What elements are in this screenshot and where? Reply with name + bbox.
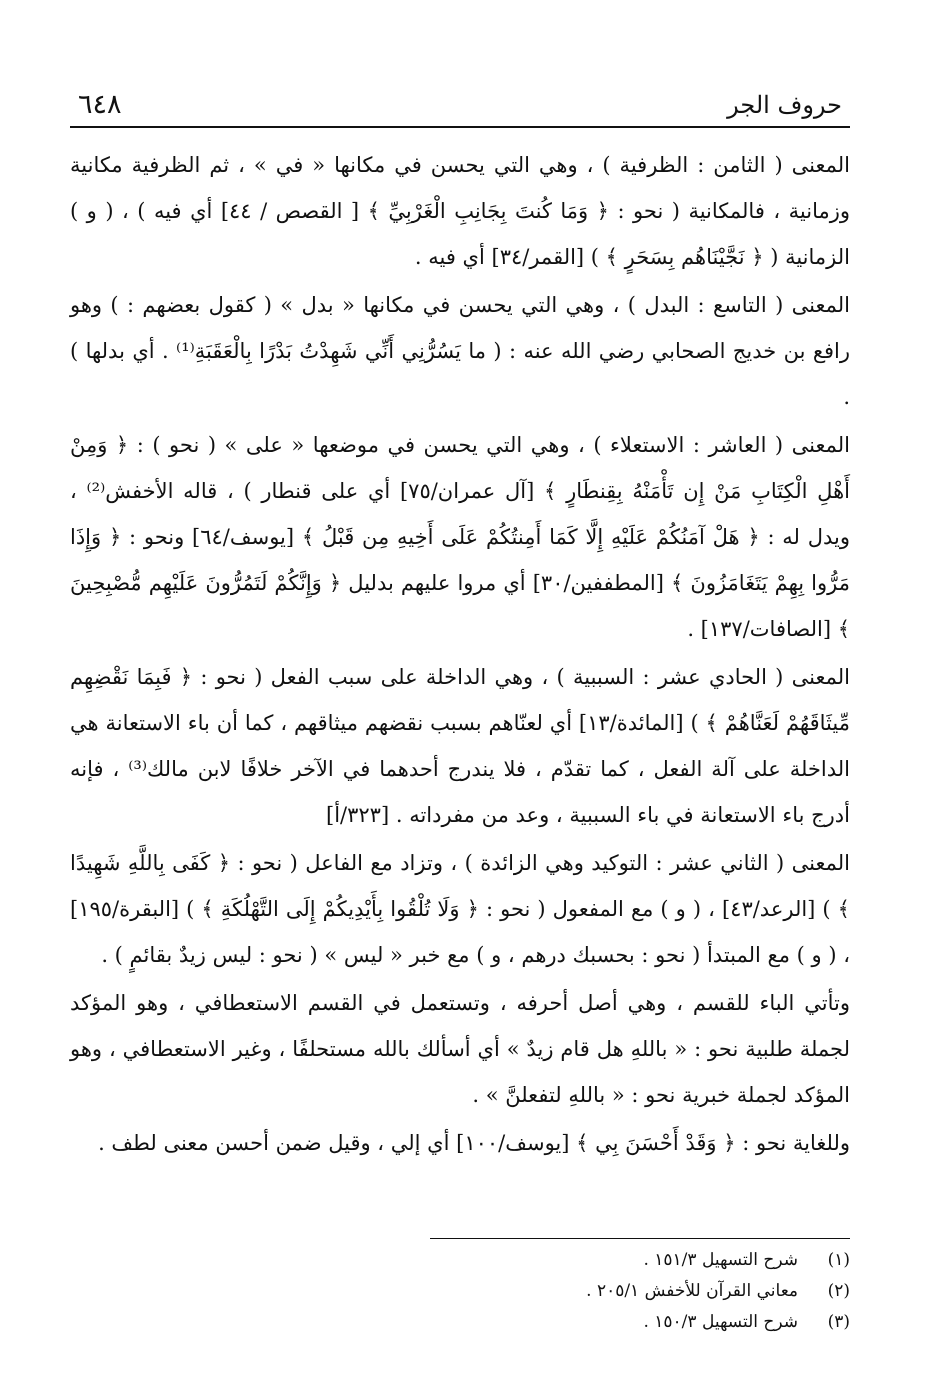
footnote-number: (١) bbox=[827, 1250, 850, 1270]
footnote-text: شرح التسهيل ١٥١/٣ . bbox=[643, 1250, 798, 1270]
paragraph-purpose: وللغاية نحو : ﴿ وَقَدْ أَحْسَنَ بِي ﴾ [يوسف/١٠٠] أي إلي ، وقيل ضمن أحسن معنى لطف . bbox=[98, 1131, 850, 1155]
paragraph-twelfth-meaning: المعنى ( الثاني عشر : التوكيد وهي الزائدة ) ، وتزاد مع الفاعل ( نحو : ﴿ كَفَى بِاللَّهِ شَهِيدًا ﴾ ) [الرعد/٤٣] ، ( و ) مع المفعول ( نحو : ﴿ وَلَا تُلْقُوا بِأَيْدِيكُمْ إِلَى التَّهْلُكَةِ ﴾ ) [البقرة/١٩٥] ، ( و ) مع المبتدأ ( نحو : بحسبك درهم ، و ) مع خبر « ليس » ( نحو : ليس زيدٌ بقائمٍ ) . bbox=[70, 851, 850, 967]
paragraph-ninth-meaning: المعنى ( التاسع : البدل ) ، وهي التي يحسن في مكانها « بدل » ( كقول بعضهم : ) وهو رافع بن خديج الصحابي رضي الله عنه : ( ما يَسُرُّنِي أَنِّي شَهِدْتُ بَدْرًا بِالْعَقَبَةِ⁽¹⁾ . أي بدلها ) . bbox=[70, 293, 851, 409]
footnotes bbox=[70, 1238, 850, 1338]
paragraph-oath: وتأتي الباء للقسم ، وهي أصل أحرفه ، وتستعمل في القسم الاستعطافي ، وهو المؤكد لجملة طلبية نحو : « باللهِ هل قام زيدٌ » أي أسألك بالله مستحلفًا ، وغير الاستعطافي ، وهو المؤكد لجملة خبرية نحو : « باللهِ لتفعلنَّ » . bbox=[70, 991, 850, 1107]
chapter-title: حروف الجر bbox=[727, 91, 842, 119]
footnote-text: شرح التسهيل ١٥٠/٣ . bbox=[643, 1312, 798, 1332]
paragraph-tenth-meaning: المعنى ( العاشر : الاستعلاء ) ، وهي التي يحسن في موضعها « على » ( نحو ) : ﴿ وَمِنْ أَهْلِ الْكِتَابِ مَنْ إِن تَأْمَنْهُ بِقِنطَارٍ ﴾ [آل عمران/٧٥] أي على قنطار ) ، قاله الأخفش⁽²⁾ ، ويدل له : ﴿ هَلْ آمَنُكُمْ عَلَيْهِ إِلَّا كَمَا أَمِنتُكُمْ عَلَى أَخِيهِ مِن قَبْلُ ﴾ [يوسف/٦٤] ونحو : ﴿ وَإِذَا مَرُّوا بِهِمْ يَتَغَامَزُونَ ﴾ [المطففين/٣٠] أي مروا عليهم بدليل ﴿ وَإِنَّكُمْ لَتَمُرُّونَ عَلَيْهِم مُّصْبِحِينَ ﴾ [الصافات/١٣٧] . bbox=[70, 433, 850, 641]
page bbox=[70, 88, 850, 1166]
footnote-number: (٣) bbox=[827, 1312, 850, 1332]
main-text bbox=[70, 142, 850, 1166]
paragraph-eleventh-meaning: المعنى ( الحادي عشر : السببية ) ، وهي الداخلة على سبب الفعل ( نحو : ﴿ فَبِمَا نَقْضِهِم مِّيثَاقَهُمْ لَعَنَّاهُمْ ﴾ ) [المائدة/١٣] أي لعنّاهم بسبب نقضهم ميثاقهم ، كما أن باء الاستعانة هي الداخلة على آلة الفعل ، كما تقدّم ، فلا يندرج أحدهما في الآخر خلافًا لابن مالك⁽³⁾ ، فإنه أدرج باء الاستعانة في باء السببية ، وعد من مفرداته . [٣٢٣/أ] bbox=[70, 665, 850, 827]
footnote bbox=[70, 1307, 850, 1338]
footnote bbox=[70, 1245, 850, 1276]
footnote-divider bbox=[430, 1238, 850, 1239]
footnote bbox=[70, 1276, 850, 1307]
paragraph-eighth-meaning: المعنى ( الثامن : الظرفية ) ، وهي التي يحسن في مكانها « في » ، ثم الظرفية مكانية وزمانية ، فالمكانية ( نحو : ﴿ وَمَا كُنتَ بِجَانِبِ الْغَرْبِيِّ ﴾ [ القصص / ٤٤] أي فيه ) ، ( و ) الزمانية ( ﴿ نَجَّيْنَاهُم بِسَحَرٍ ﴾ ) [القمر/٣٤] أي فيه . bbox=[70, 153, 850, 269]
page-number: ٦٤٨ bbox=[78, 89, 122, 120]
running-header bbox=[70, 88, 850, 128]
footnote-text: معاني القرآن للأخفش ٢٠٥/١ . bbox=[586, 1281, 798, 1301]
footnote-number: (٢) bbox=[827, 1281, 850, 1301]
